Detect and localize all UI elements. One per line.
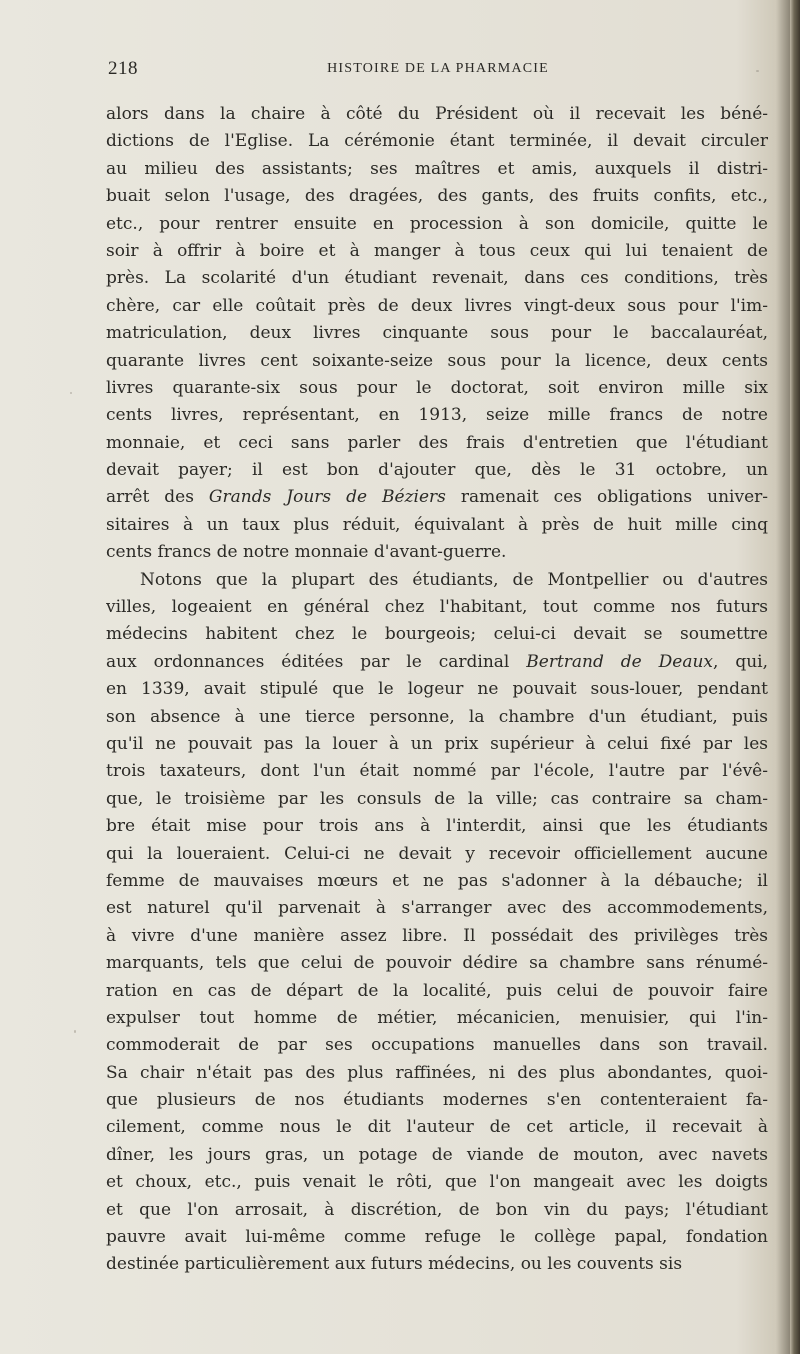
- text-line: matriculation, deux livres cinquante sous pour le baccalauréat,: [106, 323, 768, 344]
- text-line: aux ordonnances éditées par le cardinal Bertrand de Deaux, qui,: [106, 651, 768, 672]
- text-line: sitaires à un taux plus réduit, équivalant à près de huit mille cinq: [106, 514, 768, 535]
- text-line: que, le troisième par les consuls de la ville; cas contraire sa cham-: [106, 788, 768, 809]
- text-line: cents livres, représentant, en 1913, seize mille francs de notre: [106, 405, 768, 426]
- italic-name: Bertrand de Deaux: [526, 651, 714, 672]
- text-line: Sa chair n'était pas des plus raffinées, ni des plus abondantes, quoi-: [106, 1062, 768, 1083]
- text-line: etc., pour rentrer ensuite en procession à son domicile, quitte le: [106, 213, 768, 234]
- text-line: qui la loueraient. Celui-ci ne devait y recevoir officiellement aucune: [106, 843, 768, 864]
- text-line: quarante livres cent soixante-seize sous pour la licence, deux cents: [106, 350, 768, 371]
- text-line: ration en cas de départ de la localité, puis celui de pouvoir faire: [106, 980, 768, 1001]
- text-line: médecins habitent chez le bourgeois; celui-ci devait se soumettre: [106, 624, 768, 645]
- paper-speck: [756, 70, 759, 72]
- text-line: au milieu des assistants; ses maîtres et amis, auxquels il distri-: [106, 158, 768, 179]
- text-line: expulser tout homme de métier, mécanicien, menuisier, qui l'in-: [106, 1007, 768, 1028]
- text-line: marquants, tels que celui de pouvoir dédire sa chambre sans rénumé-: [106, 953, 768, 974]
- paper-speck: [74, 1030, 76, 1033]
- text-line: que plusieurs de nos étudiants modernes s'en contenteraient fa-: [106, 1090, 768, 1111]
- text-line: et choux, etc., puis venait le rôti, que l'on mangeait avec les doigts: [106, 1172, 768, 1193]
- text-line: qu'il ne pouvait pas la louer à un prix supérieur à celui fixé par les: [106, 733, 768, 754]
- text-line: femme de mauvaises mœurs et ne pas s'adonner à la débauche; il: [106, 870, 768, 891]
- text-line: commoderait de par ses occupations manuelles dans son travail.: [106, 1035, 768, 1056]
- text-line: bre était mise pour trois ans à l'interdit, ainsi que les étudiants: [106, 816, 768, 837]
- page-edge-shadow: [790, 0, 800, 1354]
- text-line: livres quarante-six sous pour le doctorat, soit environ mille six: [106, 377, 768, 398]
- text-line: villes, logeaient en général chez l'habitant, tout comme nos futurs: [106, 597, 768, 618]
- text-line: son absence à une tierce personne, la chambre d'un étudiant, puis: [106, 706, 768, 727]
- text-line: dîner, les jours gras, un potage de viande de mouton, avec navets: [106, 1144, 768, 1165]
- text-line: dictions de l'Eglise. La cérémonie étant terminée, il devait circuler: [106, 131, 768, 152]
- text-line: buait selon l'usage, des dragées, des gants, des fruits confits, etc.,: [106, 186, 768, 207]
- text-line: soir à offrir à boire et à manger à tous ceux qui lui tenaient de: [106, 240, 768, 261]
- text-line: destinée particulièrement aux futurs médecins, ou les couvents sis: [106, 1254, 683, 1275]
- text-line: trois taxateurs, dont l'un était nommé par l'école, l'autre par l'évê-: [106, 761, 768, 782]
- italic-name: Grands Jours de Béziers: [208, 487, 446, 508]
- text-line: Notons que la plupart des étudiants, de Montpellier ou d'autres: [140, 569, 768, 590]
- text-line: et que l'on arrosait, à discrétion, de bon vin du pays; l'étudiant: [106, 1199, 768, 1220]
- text-line: arrêt des Grands Jours de Béziers ramenait ces obligations univer-: [106, 487, 768, 508]
- text-line: cents francs de notre monnaie d'avant-guerre.: [106, 542, 507, 563]
- paper-speck: [70, 392, 72, 394]
- body-text: [106, 101, 768, 1279]
- text-line: près. La scolarité d'un étudiant revenait, dans ces conditions, très: [106, 268, 768, 289]
- page-header: [108, 58, 768, 84]
- text-line: devait payer; il est bon d'ajouter que, dès le 31 octobre, un: [106, 460, 768, 481]
- text-line: chère, car elle coûtait près de deux livres vingt-deux sous pour l'im-: [106, 295, 768, 316]
- text-line: en 1339, avait stipulé que le logeur ne pouvait sous-louer, pendant: [106, 679, 768, 700]
- text-line: alors dans la chaire à côté du Président où il recevait les béné-: [106, 104, 768, 124]
- text-line: monnaie, et ceci sans parler des frais d'entretien que l'étudiant: [106, 432, 768, 453]
- running-title: HISTOIRE DE LA PHARMACIE: [327, 61, 549, 76]
- text-line: est naturel qu'il parvenait à s'arranger avec des accommodements,: [106, 898, 768, 919]
- text-line: pauvre avait lui-même comme refuge le collège papal, fondation: [106, 1227, 768, 1248]
- text-line: cilement, comme nous le dit l'auteur de cet article, il recevait à: [106, 1117, 768, 1138]
- text-line: à vivre d'une manière assez libre. Il possédait des privilèges très: [106, 925, 768, 946]
- page-number: 218: [108, 58, 138, 79]
